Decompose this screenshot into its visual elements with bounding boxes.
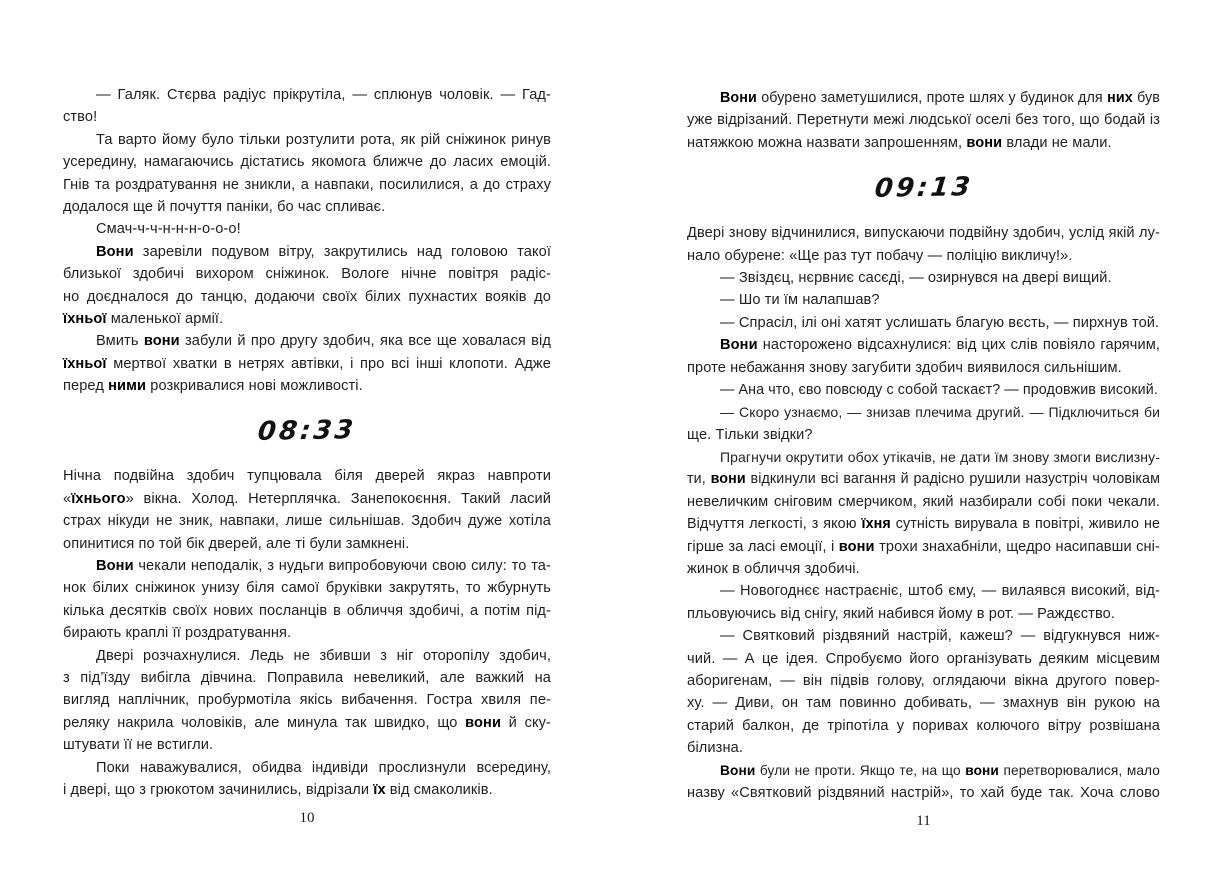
text-line: Вони обурено заметушилися, проте шлях у будинок для них був xyxy=(720,90,1160,106)
text-line: Нічна подвійна здобич тупцювала біля дверей якраз навпроти xyxy=(63,468,551,485)
text-line: усередину, намагаючись дістатись якомога ближче до ласих емоцій. xyxy=(63,154,551,171)
text-line: невеличким сніговим смерчиком, який назбирали собі поки чекали. xyxy=(687,493,1160,510)
text-line: Вмить вони забули й про другу здобич, яка все ще ховалася від xyxy=(96,333,551,350)
text-line: ти, вони відкинули всі вагання й радісно рушили назустріч чоловікам xyxy=(687,471,1160,488)
text-line: но доєдналося до танцю, додаючи своїх білих пухнастих вояків до xyxy=(63,288,551,305)
text-line: Вони чекали неподалік, з нудьги випробовуючи свою силу: то та- xyxy=(96,558,551,575)
text-line: — Скоро узнаємо, — знизав плечима другий. — Підключиться би xyxy=(720,404,1160,421)
text-line: — Ана что, єво повсюду с собой таскаєт? — продовжив високий. xyxy=(720,381,1158,398)
text-line: Вони насторожено відсахнулися: від цих слів повіяло гарячим, xyxy=(720,337,1160,354)
text-line: аборигенам, — він підвів голову, оглядаючи вікна другого повер- xyxy=(687,672,1160,689)
page-text-block xyxy=(63,84,551,801)
text-line: — Святковий різдвяний настрій, кажеш? — відгукнувся ниж- xyxy=(720,628,1160,645)
text-line: ху. — Диви, он там повинно добивать, — змахнув він рукою на xyxy=(687,695,1160,712)
text-line: — Спрасіл, ілі оні хатят услишать благую вєсть, — пирхнув той. xyxy=(720,314,1160,331)
text-line: Відчуття легкості, з якою їхня сутність вирувала в повітрі, живило не xyxy=(687,516,1160,533)
text-line: проте небажання знову загубити здобич виявилося сильнішим. xyxy=(687,359,1122,376)
text-line: пльовуючись від снігу, який набився йому в рот. — Раждєство. xyxy=(687,605,1115,622)
text-line: вигляд наплічник, пробурмотіла якісь вибачення. Гостра хвиля пе- xyxy=(63,692,551,709)
text-line: перед ними розкривалися нові можливості. xyxy=(63,378,363,395)
chapter-time-header xyxy=(687,154,1160,222)
text-line: — Звіздєц, нєрвниє сасєді, — озирнувся на двері вищий. xyxy=(720,269,1112,286)
text-line: їхньої мертвої хватки в нетрях автівки, і про всі інші клопоти. Адже xyxy=(63,355,551,372)
text-line: реляку накрила чоловіків, але минула так швидко, що вони й ску- xyxy=(63,714,551,731)
text-line: Поки наважувалися, обидва індивіди прослизнули всередину, xyxy=(96,759,551,776)
text-line: опинитися по той бік дверей, але ті були замкнені. xyxy=(63,535,410,552)
text-line: Двері знову відчинилися, випускаючи подвійну здобич, услід якій лу- xyxy=(687,225,1160,242)
text-line: Та варто йому було тільки розтулити рота, як рій сніжинок ринув xyxy=(96,131,551,148)
text-line: Вони були не проти. Якщо те, на що вони перетворювалися, мало xyxy=(720,762,1160,778)
text-line: уже відрізаний. Перетнути межі людської оселі без того, що бодай із xyxy=(687,112,1160,129)
text-line: і двері, що з грюкотом зачинились, відрізали їх від смаколиків. xyxy=(63,781,493,798)
text-line: назву «Святковий різдвяний настрій», то хай буде так. Хоча слово xyxy=(687,784,1160,801)
page-number: 11 xyxy=(916,813,931,829)
text-line: штувати її не встигли. xyxy=(63,737,214,754)
text-line: страх нікуди не зник, навпаки, лише сильнішав. Здобич дуже хотіла xyxy=(63,513,551,530)
text-line: ство! xyxy=(63,109,98,126)
text-line: нало обурене: «Ще раз тут побачу — поліцію викличу!». xyxy=(687,247,1073,264)
text-line: чий. — А це ідея. Спробуємо його організувать деяким місцевим xyxy=(687,650,1160,667)
text-line: Двері розчахнулися. Ледь не збивши з ніг оторопілу здобич, xyxy=(96,647,551,664)
text-line: гірше за ласі емоції, і вони трохи знахабніли, щедро насипавши сні- xyxy=(687,538,1160,555)
text-line: додалося ще й почуття паніки, бо час спливає. xyxy=(63,198,386,215)
text-line: Вони заревіли подувом вітру, закрутились над головою такої xyxy=(96,243,551,260)
text-line: Смач-ч-ч-н-н-н-о-о-о! xyxy=(96,221,241,238)
text-line: — Шо ти їм налапшав? xyxy=(720,292,880,309)
chapter-time-label: 09:13 xyxy=(872,172,975,205)
text-line: їхньої маленької армії. xyxy=(63,310,224,327)
text-line: — Новогоднєє настраєніє, штоб єму, — вилаявся високий, від- xyxy=(720,583,1160,600)
text-line: білизна. xyxy=(687,740,743,757)
text-line: близької здобичі вихором сніжинок. Вологе нічне повітря радіс- xyxy=(63,266,551,283)
page-text-block xyxy=(687,87,1160,804)
chapter-time-label: 08:33 xyxy=(256,415,358,448)
text-line: жинок в обличчя здобичі. xyxy=(687,561,860,578)
page-number: 10 xyxy=(299,810,315,826)
text-line: Прагнучи окрутити обох утікачів, не дати їм знову змоги вислизну- xyxy=(720,449,1160,466)
text-line: натяжкою можна назвати запрошенням, вони влади не мали. xyxy=(687,134,1112,151)
text-line: Гнів та роздратування не зникли, а навпаки, посилилися, а до страху xyxy=(63,176,551,193)
page-left xyxy=(63,84,551,883)
text-line: «їхнього» вікна. Холод. Нетерплячка. Занепокоєння. Такий ласий xyxy=(63,490,551,507)
text-line: старий балкон, де тріпотіла у поривах колючого вітру розвішана xyxy=(687,717,1160,734)
text-line: — Галяк. Стєрва радіус прікрутіла, — сплюнув чоловік. — Гад- xyxy=(96,87,551,103)
text-line: нок білих сніжинок унизу біля самої бруківки закрутять, то жбурнуть xyxy=(63,580,551,597)
text-line: кілька десятків своїх нових посланців в обличчя здобичі, а потім під- xyxy=(63,602,551,619)
text-line: бирають краплі її роздратування. xyxy=(63,625,292,642)
text-line: з під’їзду вибігла дівчина. Поправила невеликий, але важкий на xyxy=(63,669,551,686)
text-line: ще. Тільки звідки? xyxy=(687,426,813,443)
page-right xyxy=(687,87,1160,883)
chapter-time-header xyxy=(63,397,551,465)
